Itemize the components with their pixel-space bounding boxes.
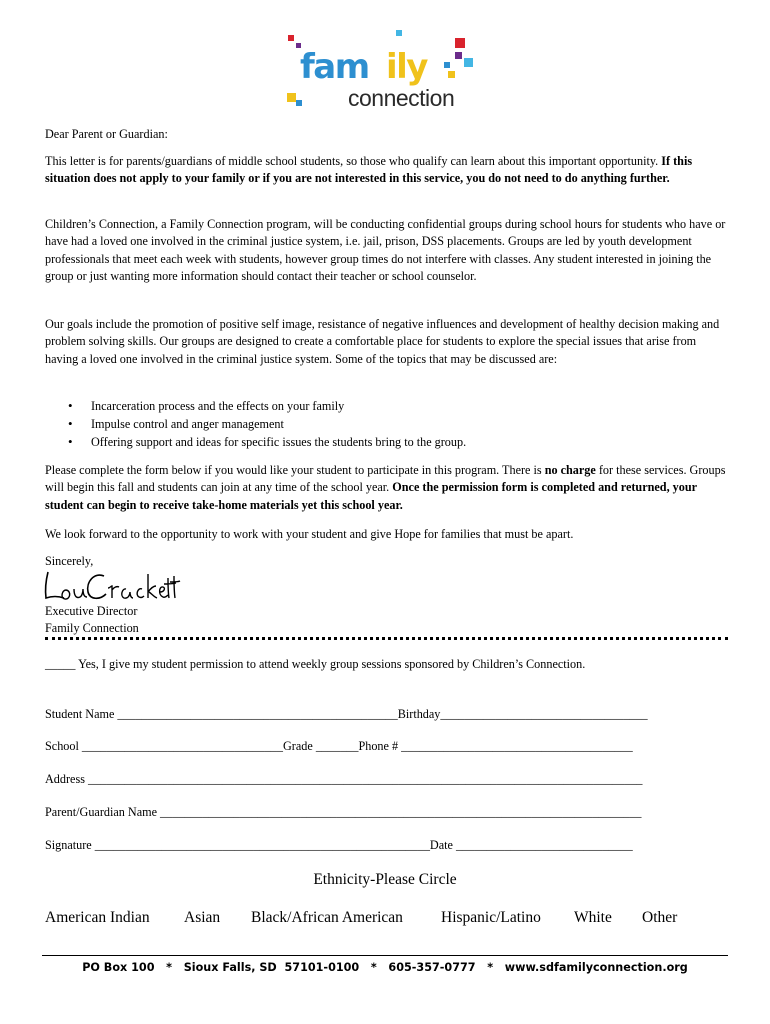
list-item: • Offering support and ideas for specific issues the students bring to the group. (62, 433, 466, 451)
cut-line-divider (45, 637, 728, 640)
intro-bold-text: If this situation does not apply to your family or if you are not interested in this service, you do not need to do anything further. (45, 154, 693, 186)
footer-divider (42, 955, 728, 956)
topic-list (62, 397, 466, 451)
paragraph-program: Children’s Connection, a Family Connection program, will be conducting confidential groups during school hours for students who have or have had a loved one involved in the criminal justice system, i.e. jail, prison, DSS placements. Groups are led by youth development professionals that meet each week with students, however group times do not interfere with classes. Any student interested in joining the group or just wanting more information should contact their teacher or school counselor. (45, 217, 726, 284)
ethnicity-option-asian[interactable]: Asian (184, 909, 221, 926)
signature-graphic (42, 562, 182, 606)
closing-sincerely: Sincerely, (45, 554, 94, 568)
ethnicity-option-white[interactable]: White (574, 909, 612, 926)
signer-organization: Family Connection (45, 621, 139, 635)
paragraph-intro (45, 153, 727, 188)
instructions-text: Please complete the form below if you would like your student to participate in this program. There is (45, 463, 545, 477)
logo-graphic (284, 28, 484, 112)
signature-image (42, 562, 182, 606)
family-connection-logo (284, 28, 484, 112)
instructions-text-2: for these services. Groups will begin this fall and students can join at any time of the school year. (45, 463, 726, 495)
school-grade-phone-field[interactable]: School _________________________________Grade _______Phone # ______________________________________ (45, 739, 633, 753)
svg-text:connection: connection (348, 85, 455, 111)
permission-checkline[interactable]: _____ Yes, I give my student permission to attend weekly group sessions sponsored by Children’s Connection. (45, 657, 586, 671)
paragraph-form-instructions (45, 462, 727, 514)
list-item: • Incarceration process and the effects on your family (62, 397, 466, 415)
ethnicity-option-american-indian[interactable]: American Indian (45, 909, 150, 926)
ethnicity-title: Ethnicity-Please Circle (313, 871, 457, 888)
salutation: Dear Parent or Guardian: (45, 127, 168, 141)
intro-text: This letter is for parents/guardians of middle school students, so those who qualify can learn about this important opportunity. (45, 154, 662, 168)
signer-title: Executive Director (45, 604, 138, 618)
ethnicity-option-black-african-american[interactable]: Black/African American (251, 909, 403, 926)
parent-guardian-name-field[interactable]: Parent/Guardian Name _______________________________________________________________________________ (45, 805, 642, 819)
paragraph-closing: We look forward to the opportunity to work with your student and give Hope for families that must be apart. (45, 527, 574, 541)
no-charge-text: no charge (544, 463, 596, 477)
paragraph-goals: Our goals include the promotion of positive self image, resistance of negative influences and development of healthy decision making and problem solving skills. Our groups are designed to create a comfortable place for students to explore the special issues that arise from having a loved one involved in the criminal justice system. Some of the topics that may be discussed are: (45, 317, 720, 366)
footer-contact-info: PO Box 100 * Sioux Falls, SD 57101-0100 * 605-357-0777 * www.sdfamilyconnection.org (82, 961, 688, 974)
student-name-birthday-field[interactable]: Student Name ______________________________________________Birthday__________________________________ (45, 707, 648, 721)
address-field[interactable]: Address ___________________________________________________________________________________________ (45, 772, 643, 786)
ethnicity-option-other[interactable]: Other (642, 909, 678, 926)
signature-date-field[interactable]: Signature _______________________________________________________Date _____________________________ (45, 838, 633, 852)
permission-bold-text: Once the permission form is completed and returned, your student can begin to receive take-home materials yet this school year. (45, 480, 697, 512)
list-item: • Impulse control and anger management (62, 415, 466, 433)
ethnicity-option-hispanic-latino[interactable]: Hispanic/Latino (441, 909, 541, 926)
svg-text:ily: ily (386, 47, 427, 87)
svg-text:fam: fam (300, 47, 369, 87)
